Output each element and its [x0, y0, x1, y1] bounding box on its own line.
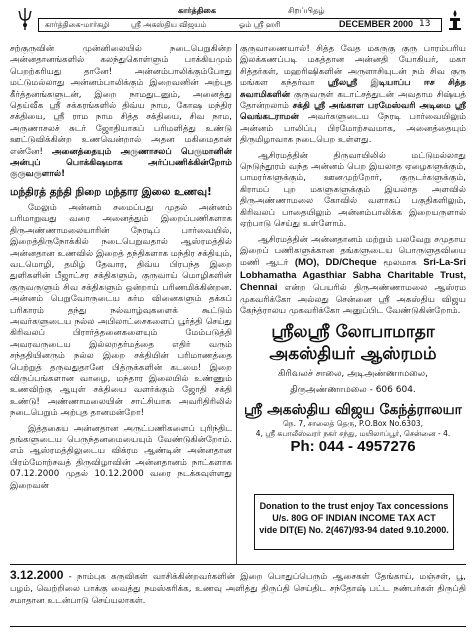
payment-modes: (MO), DD/Cheque [294, 257, 377, 269]
header-title: கார்த்திகை [178, 6, 216, 15]
header-month: கார்த்திகை-மார்கழி [45, 20, 110, 29]
ashram-address-line-2: திருஅண்ணாமலை - 606 604. [290, 385, 416, 396]
donation-notice-box [254, 494, 454, 550]
trust-name: Sri-La-Sri Lobhamatha Agasthiar Sabha Charitable Trust, Chennai [240, 257, 467, 294]
header-invocation: ஓம் ஸ்ரீ ஹரி [239, 20, 281, 29]
kendra-address-line-2: 4, ஸ்ரீ கபாலீஸ்வரர் நகர் சந்து, மயிலாப்பூர், சென்னை - 4. [255, 429, 451, 439]
right-paragraph-2: ஆசிரமத்தின் திருவாயிலில் மட்டுமல்லாது நெடுந்தூரம் வந்த அன்னம் பெற இயலாத ஏழைகளுக்கும், பாமரர்களுக்கும், ஊனமுற்றோர், குருடர்களுக்கும், கிராமப் புற மகளுகளுக்கும் இயலாத அளவில் திருஅண்ணாமலை கோவில் வளாகப் பகுதிகளிலும், கிரிவலப் பாதையிலும் அன்னம்பாலிக்க இறையருளால் ஏற்பாடு செய்து உள்ளோம். [240, 150, 466, 230]
kendra-name: ஸ்ரீ அகஸ்திய விஜய கேந்த்ராலயா [244, 402, 462, 419]
header-magazine-name: ஸ்ரீ அகஸ்திய விஜயம் [131, 20, 207, 29]
donation-line-3: vide DIT(E) No. 2(467)/93-94 dated 9.10.2000. [259, 525, 449, 535]
trident-logo-icon [16, 8, 34, 32]
right-paragraph-3-text: ஆசிரமத்தின் அன்னதானம் மற்றும் பலவேறு சமுதாய இறைப் பணிகளுக்கான தங்களுடைய பொருளுதவியை மணி ஆடர் [240, 234, 466, 269]
right-paragraph-3 [240, 235, 466, 318]
right-paragraph-1-mid: குருவருள் கடாட்சத்துடன் அவதாம சிஷ்யத் தோன்றலாம் [240, 89, 467, 112]
footer-date: 3.12.2000 [10, 568, 64, 582]
bottom-rule [10, 626, 466, 627]
right-paragraph-1-end: அவர்களுடைய நேரடி பார்வையிலும் அன்னம் பாலிப்பு பிரமோற்சவமாக, அனைத்தையும் திருமிழாவாக நடைபெற உள்ளது. [240, 112, 466, 146]
ashram-address-line-1: கிரிவலச் சாலை, அடிஅண்ணாமலை, [277, 369, 429, 380]
right-paragraph-1 [240, 44, 466, 147]
header-date: DECEMBER 2000 [339, 19, 414, 29]
donation-line-2: U/s. 80G OF INDIAN INCOME TAX ACT [272, 513, 436, 523]
left-paragraph-1 [10, 44, 232, 181]
section-heading: மந்திரத் தந்தி நிறை மந்தார இலை உணவு! [10, 185, 212, 198]
magazine-page [10, 6, 466, 628]
header-subtitle: சிறப்பிதழ் [288, 6, 325, 15]
left-paragraph-3: இத்தகைய அன்னதான அருட்பணிகளைப் புரிந்திட தங்களுடைய பெருந்தனமையையும் வேண்டுகின்றோம். எம் ஆஸ்ரமத்திலுடைய விக்ரம ஆண்டின் அன்னதான பிரம்மோற்சவத் திருவிழாவின் அன்னதானம் நாட்களாக 07.12.2000 முதல் 10.12.2000 வரை நடக்கவுள்ளது இறைவன் [10, 423, 232, 491]
footer-text: - நாம்புக கருவிகள் வாசிக்கின்றவர்களின் இறை பொதுப்பெரும் ஆசைகள் தேங்காய், மஞ்சள், பூ, பழம், வெற்றிலை பாக்கு வைத்து நமஸ்கரிக்க, உணவு அளித்து திருப்தி செய்திட சந்தோஷ் பட்ட நண்பர்கள் திருப்தி சமாதான உடன்பாடு செய்யலாகள். [10, 572, 467, 606]
ashram-address-block [240, 321, 466, 456]
left-paragraph-2: மேலும் அன்னம் சமைப்பது முதல் அன்னம் பரிமாறுவது வரை அனைத்தும் இறைப்பணிகளாக திருஅண்ணாமலையாரின் நேரடிப் பார்வையில், இறைத்திருநோக்கில் நடைபெறுவதால் ஆஸ்ரமத்தில் அன்னதான உணவில் இறைத் தந்திகளாக மந்திர சக்தியும், வடமொழி, தமிழ் தேவார, திவ்ய பிரபந்த இறை துளிகளின் பீஜாட்சர சக்திகளும், குருவாய் மொழிகளின் குருவருளும் சிவ சக்திகளும் ஒன்றாய் பரிணமிக்கின்றன. அன்னம் பெறுவோருடைய கர்ம வினைகளும் தக்கப் பரிகாரம் தந்து நல்வாழ்வுகளைக் கூட்டும் அவர்களுடைய நல்ல அபிலாட்சைகளைப் பூர்த்தி செய்து கிரிவலப் பிரார்த்தனைகளையும் மேம்படுத்தி அவரவருடைய இல்லறதர்மத்தை எதிர் வரும் சந்ததியினரும் நல்ல இறை சக்தியின் பரிமாணத்தை பெற்றுத் தருவதுதானே பித்ருக்களின் கடமை! இறை விருப்பங்களான வாழை, மந்தார இலையில் உண்ணும் உணவிற்கு ஆயுள் சக்தியை வளர்க்கும் ஜோதி சக்தி உண்டு! அண்ணாமலையின் சாட்சியாக அவரிதிரிலில் நடைபெறும் அற்புத தானமன்றோ! [10, 202, 232, 419]
footer-rule [10, 564, 466, 565]
disciple-name: சக்தி ஸ்ரீ அங்காள பரமேஸ்வரி அடிமை ஸ்ரீ வெங்கடராமன் [240, 101, 466, 123]
footer-note [10, 566, 466, 607]
guru-name: ஸ்ரீலஸ்ரீ இடியாப்ப ஈச சித்த சுவாமிகளின் [240, 78, 466, 100]
ashram-name-line-2: அகஸ்தியர் ஆஸ்ரமம் [269, 344, 437, 365]
right-paragraph-1-text: குருவாணையால்! சித்த வேத மகருகு குரு பாரம்பரிய இலக்கணப்படி மகத்தான அன்னதி யோகியர், மகா சித்தர்கள், மஹரிஷிகளின் அருளாசியுடன் நம் சிவ குரு மங்கள கந்தர்வா [240, 44, 466, 89]
donation-line-1: Donation to the trust enjoy Tax concessions [259, 501, 449, 511]
right-paragraph-3-end: என்ற பெயரில் திருஅண்ணாமலை ஆஸ்ரம முகவரிக்கோ அல்லது சென்னை ஸ்ரீ அகஸ்திய விஜய கேந்த்ராலய முகவரிக்கோ அனுப்பிட வேண்டுகின்றோம். [240, 283, 466, 316]
page-header [10, 6, 466, 42]
left-column [10, 44, 232, 496]
right-column [240, 44, 467, 456]
kendra-address-line-1: நெ. 7, சாலைத் தெரு, P.O.Box No.6303, [282, 419, 424, 429]
ashram-name-line-1: ஸ்ரீலஸ்ரீ லோபாமாதா [271, 322, 435, 343]
lamp-logo-icon [446, 8, 464, 32]
phone-number: Ph: 044 - 4957276 [290, 438, 416, 456]
page-number: 13 [419, 19, 431, 29]
column-divider [236, 44, 237, 564]
right-paragraph-3-via: மூலமாக [383, 258, 417, 269]
header-band [38, 18, 442, 32]
left-paragraph-1-emphasis: அனைத்தையும் அருணாசலப் பெருமானின் அன்புப் பொக்கிஷமாக அர்ப்பணிக்கின்றோம் குருவருளால்! [10, 146, 233, 180]
left-paragraph-1-text: சற்குருவின் முன்னிலையில் நடைபெறுகின்ற அன்னதானங்களில் கலந்துகொள்ளும் பாக்கியமும் பெறற்கரியது தானே! அன்னம்பாலிக்கும்போது மட்டுமல்லாது அன்னம்பாலிக்கும் இறைவனின் அற்புத கீர்த்தனங்களுடன், இறை நாமதுடனும், அனைத்து தெய்வீக ஸ்ரீ சக்கரங்களில் திவ்ய நாம, கோஷ மந்திர சக்தியை, ஸ்ரீ ராம நாம சித்த சக்தியை, சிவ நாம, அருணாசலச் சுடர் ஜோதியாகப் பரிமளித்து உண்டு ஊட்டுவிக்கின்ற உணவென்றால் அதன மகிமைதான் என்னே! [10, 44, 232, 157]
